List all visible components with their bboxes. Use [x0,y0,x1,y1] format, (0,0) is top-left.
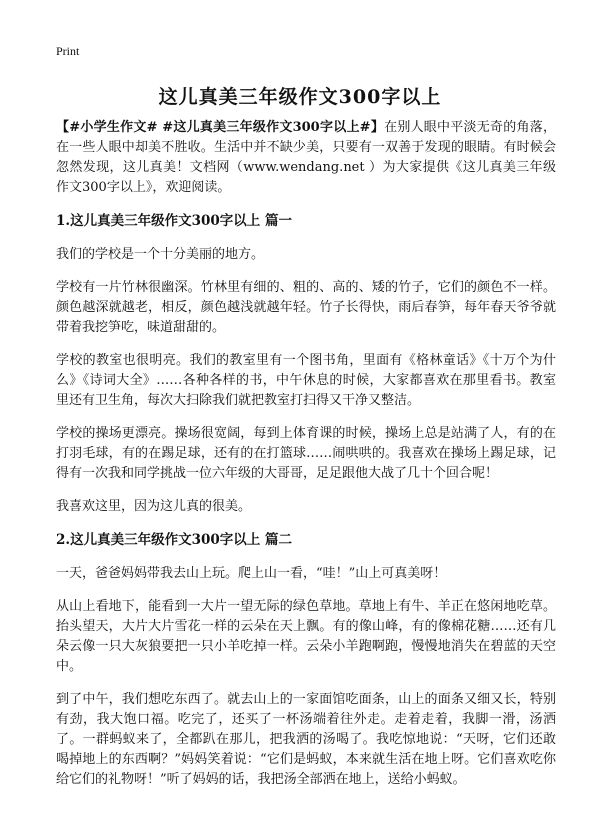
page-title: 这儿真美三年级作文300字以上 [158,86,442,108]
section-1-paragraph-1: 我们的学校是一个十分美丽的地方。 [56,247,265,262]
section-1-paragraph-5: 我喜欢这里，因为这儿真的很美。 [56,499,252,514]
section-1-paragraph-3: 学校的教室也很明亮。我们的教室里有一个图书角，里面有《格林童话》《十万个为什么》《诗词大全》……各种各样的书，中午休息的时候，大家都喜欢在那里看书。教室里还有卫生角，每次大扫除我们就把教室打扫得又干净又整洁。 [56,353,556,408]
article-body [56,118,556,803]
intro-paragraph [56,118,556,198]
section-heading-2: 2.这儿真美三年级作文300字以上 篇二 [56,532,292,548]
intro-tag: 【#小学生作文# #这儿真美三年级作文300字以上#】 [56,120,385,135]
section-2-paragraph-2: 从山上看地下，能看到一大片一望无际的绿色草地。草地上有牛、羊正在悠闲地吃草。抬头望天，大片大片雪花一样的云朵在天上飘。有的像山峰，有的像棉花糖……还有几朵云像一只大灰狼要把一只小羊吃掉一样。云朵小羊跑啊跑，慢慢地消失在碧蓝的天空中。 [56,599,556,674]
section-2-paragraph-3: 到了中午，我们想吃东西了。就去山上的一家面馆吃面条，山上的面条又细又长，特别有劲，我大饱口福。吃完了，还买了一杯汤端着往外走。走着走着，我脚一滑，汤洒了。一群蚂蚁来了，全都趴在那儿，把我洒的汤喝了。我吃惊地说：“天呀，它们还敢喝掉地上的东西啊？”妈妈笑着说：“它们是蚂蚁，本来就生活在地上呀。它们喜欢吃你给它们的礼物呀！”听了妈妈的话，我把汤全部洒在地上，送给小蚂蚁。 [56,692,556,787]
section-heading-1: 1.这儿真美三年级作文300字以上 篇一 [56,213,292,229]
print-label[interactable]: Print [56,44,80,58]
section-1-paragraph-2: 学校有一片竹林很幽深。竹林里有细的、粗的、高的、矮的竹子，它们的颜色不一样。颜色越深就越老，相反，颜色越浅就越年轻。竹子长得快，雨后春笋，每年春天爷爷就带着我挖笋吃，味道甜甜的。 [56,280,556,335]
section-2-paragraph-1: 一天，爸爸妈妈带我去山上玩。爬上山一看，“哇！”山上可真美呀！ [56,566,447,581]
intro-text: 在别人眼中平淡无奇的角落，在一些人眼中却美不胜收。生活中并不缺少美，只要有一双善于发现的眼睛。有时候会忽然发现，这儿真美！文档网（www.wendang.net ）为大家提供《这儿真美三年级作文300字以上》，欢迎阅读。 [56,120,556,195]
section-1-paragraph-4: 学校的操场更漂亮。操场很宽阔，每到上体育课的时候，操场上总是站满了人，有的在打羽毛球，有的在踢足球，还有的在打篮球……闹哄哄的。我喜欢在操场上踢足球，记得有一次我和同学挑战一位六年级的大哥哥，足足跟他大战了几十个回合呢！ [56,426,556,481]
